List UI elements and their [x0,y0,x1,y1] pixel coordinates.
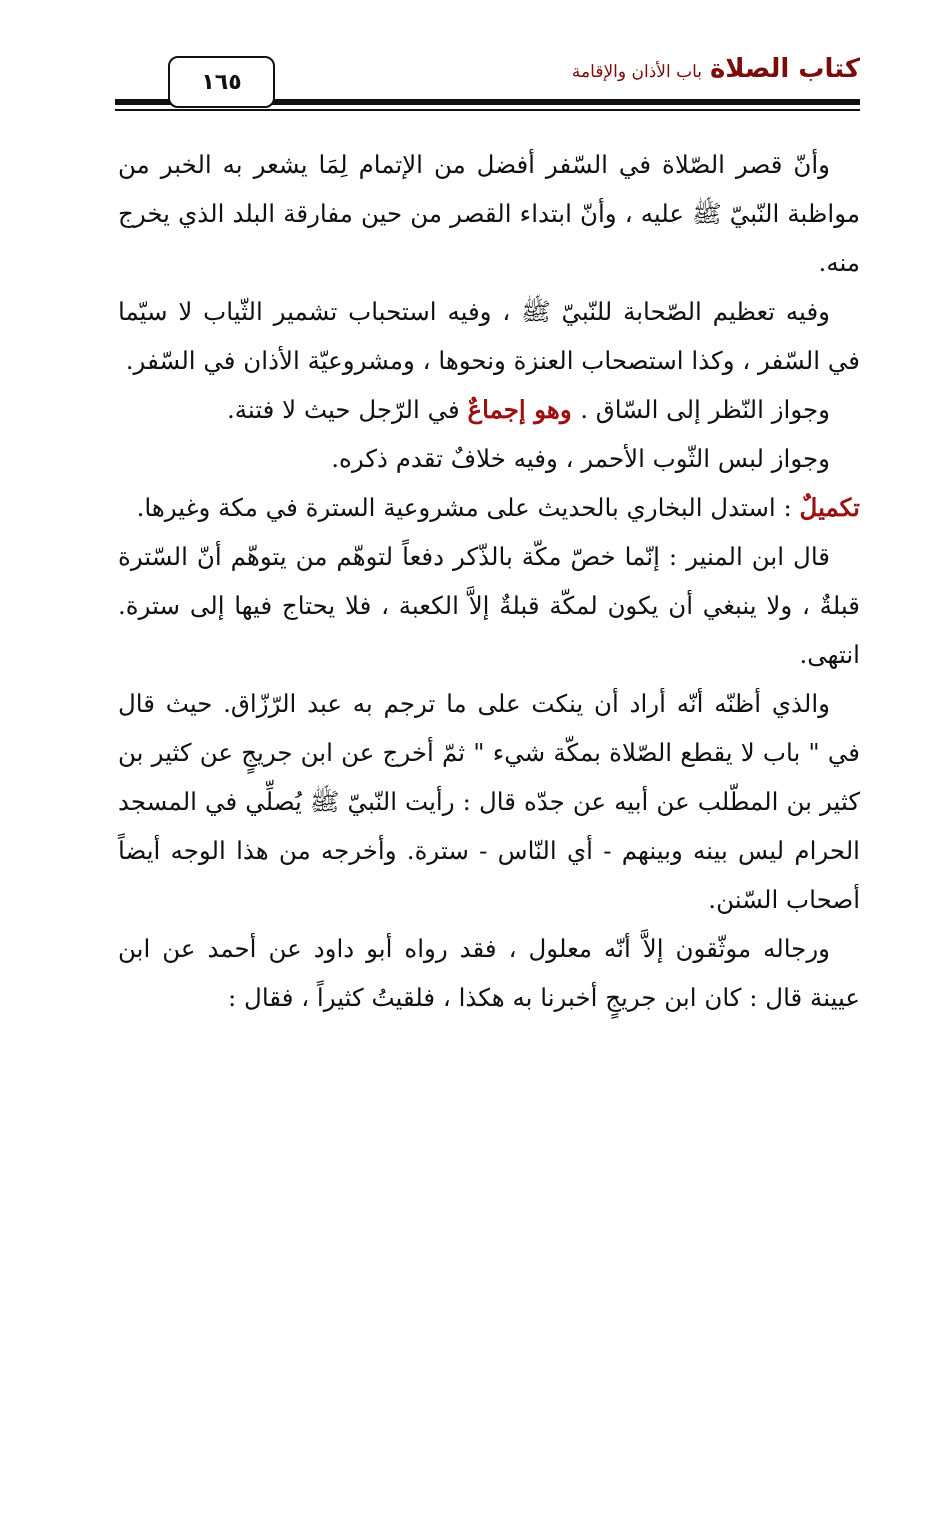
paragraph [118,140,860,287]
body-text [118,140,860,1022]
paragraph-text: وجواز لبس الثّوب الأحمر ، وفيه خلافٌ تقدم ذكره. [331,444,830,473]
paragraph [118,287,860,385]
paragraph [118,385,860,434]
highlight-text: تكميلٌ [799,493,860,522]
paragraph-text: وجواز النّظر إلى السّاق . [580,395,830,424]
paragraph-text: : استدل البخاري بالحديث على مشروعية السترة في مكة وغيرها. [136,493,800,522]
book-title: كتاب الصلاة [709,54,860,84]
paragraph-text: وفيه تعظيم الصّحابة للنّبيّ ﷺ ، وفيه استحباب تشمير الثّياب لا سيّما في السّفر ، وكذا استصحاب العنزة ونحوها ، ومشروعيّة الأذان في السّفر. [118,297,860,375]
page-header [115,40,860,120]
paragraph-text: ورجاله موثّقون إلاَّ أنّه معلول ، فقد رواه أبو داود عن أحمد عن ابن عيينة قال : كان ابن جريجٍ أخبرنا به هكذا ، فلقيتُ كثيراً ، فقال : [118,934,860,1012]
highlight-text: وهو إجماعٌ [467,395,581,424]
header-rule-thin [115,109,860,111]
paragraph [118,924,860,1022]
paragraph-text: في الرّجل حيث لا فتنة. [226,395,468,424]
paragraph [118,434,860,483]
paragraph [118,679,860,924]
paragraph-text: وأنّ قصر الصّلاة في السّفر أفضل من الإتمام لِمَا يشعر به الخبر من مواظبة النّبيّ ﷺ عليه ، وأنّ ابتداء القصر من حين مفارقة البلد الذي يخرج منه. [118,150,860,277]
paragraph [118,483,860,532]
chapter-title: باب الأذان والإقامة [571,62,702,82]
page-number-box [168,56,275,108]
paragraph-text: قال ابن المنير : إنّما خصّ مكّة بالذّكر دفعاً لتوهّم من يتوهّم أنّ السّترة قبلةٌ ، ولا ينبغي أن يكون لمكّة قبلةٌ إلاَّ الكعبة ، فلا يحتاج فيها إلى سترة. انتهى. [118,542,860,669]
paragraph-text: والذي أظنّه أنّه أراد أن ينكت على ما ترجم به عبد الرّزّاق. حيث قال في " باب لا يقطع الصّلاة بمكّة شيء " ثمّ أخرج عن ابن جريجٍ عن كثير بن كثير بن المطّلب عن أبيه عن جدّه قال : رأيت النّبيّ ﷺ يُصلِّي في المسجد الحرام ليس بينه وبينهم - أي النّاس - سترة. وأخرجه من هذا الوجه أيضاً أصحاب السّنن. [118,689,860,914]
page-number: ١٦٥ [201,69,242,95]
paragraph [118,532,860,679]
